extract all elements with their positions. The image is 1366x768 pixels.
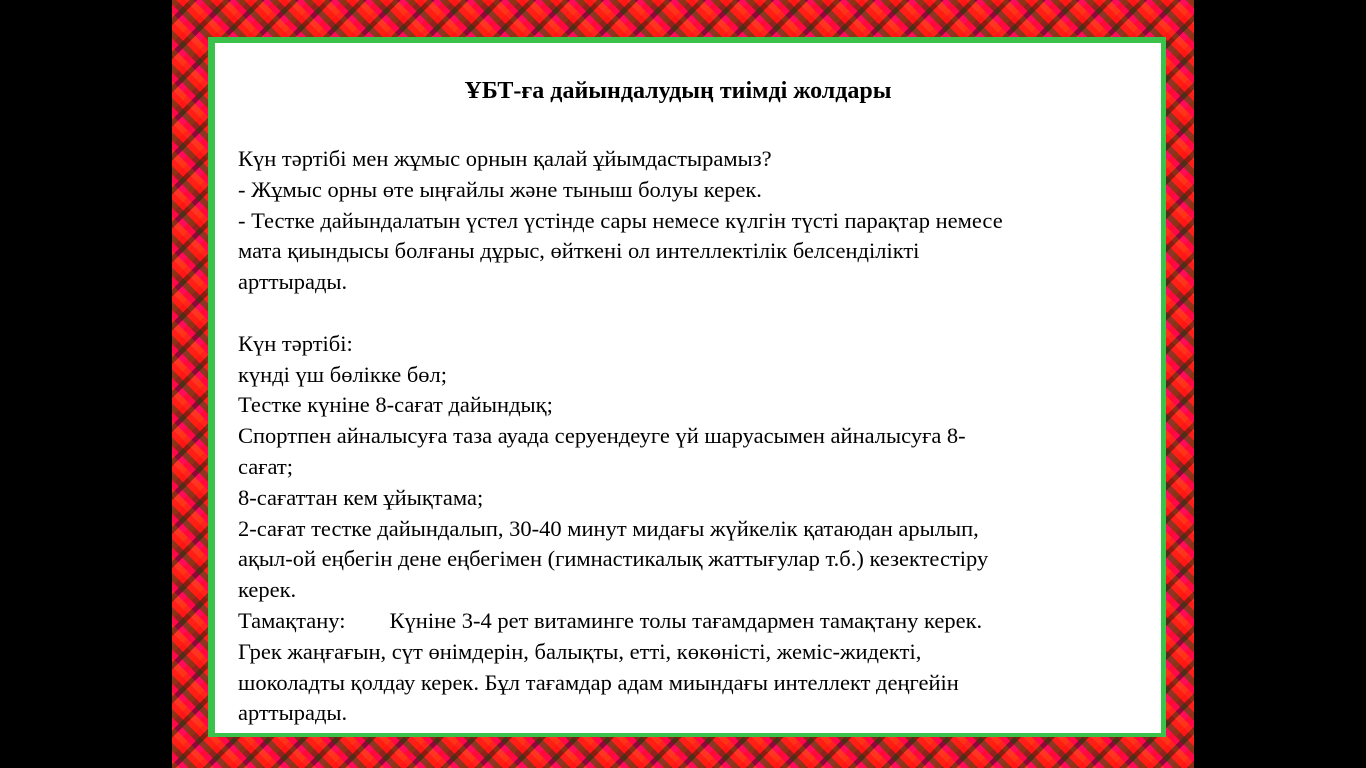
blank-line (238, 298, 1148, 329)
text-line: 8-сағаттан кем ұйықтама; (238, 484, 484, 510)
text-line: күнді үш бөлікке бөл; (238, 361, 448, 387)
text-line: 2-сағат тестке дайындалып, 30-40 минут мидағы жүйкелік қатаюдан арылып, (238, 515, 979, 541)
text-line: шоколадты қолдау керек. Бұл тағамдар адам миындағы интеллект деңгейін (238, 669, 959, 695)
text-line: сағат; (238, 453, 293, 479)
text-line: арттырады. (238, 269, 348, 295)
text-line: Спортпен айналысуға таза ауада серуендеуге үй шаруасымен айналысуға 8- (238, 423, 966, 449)
text-line: арттырады. (238, 700, 348, 726)
slide (172, 0, 1194, 768)
slide-title: ҰБТ-ға дайындалудың тиімді жолдары (464, 78, 892, 104)
text-line: Грек жаңғағын, сүт өнімдерін, балықты, етті, көкөністі, жеміс-жидекті, (238, 638, 922, 664)
text-line: мата қиындысы болғаны дұрыс, өйткені ол интеллектілік белсенділікті (238, 238, 920, 264)
text-line: керек. (238, 577, 297, 603)
text-line: - Жұмыс орны өте ыңғайлы және тыныш болуы керек. (238, 176, 762, 202)
slide-body (238, 144, 1148, 729)
text-line: ақыл-ой еңбегін дене еңбегімен (гимнастикалық жаттығулар т.б.) кезектестіру (238, 546, 989, 572)
text-line: Күн тәртібі: (238, 330, 353, 356)
text-line: Тестке күніне 8-сағат дайындық; (238, 392, 553, 418)
nutrition-line (238, 606, 1148, 637)
text-line: - Тестке дайындалатын үстел үстінде сары немесе күлгін түсті парақтар немесе (238, 207, 1003, 233)
nutrition-text: Күніне 3-4 рет витаминге толы тағамдармен тамақтану керек. (389, 607, 983, 633)
nutrition-label: Тамақтану: (238, 607, 346, 633)
text-line: Күн тәртібі мен жұмыс орнын қалай ұйымдастырамыз? (238, 146, 772, 171)
